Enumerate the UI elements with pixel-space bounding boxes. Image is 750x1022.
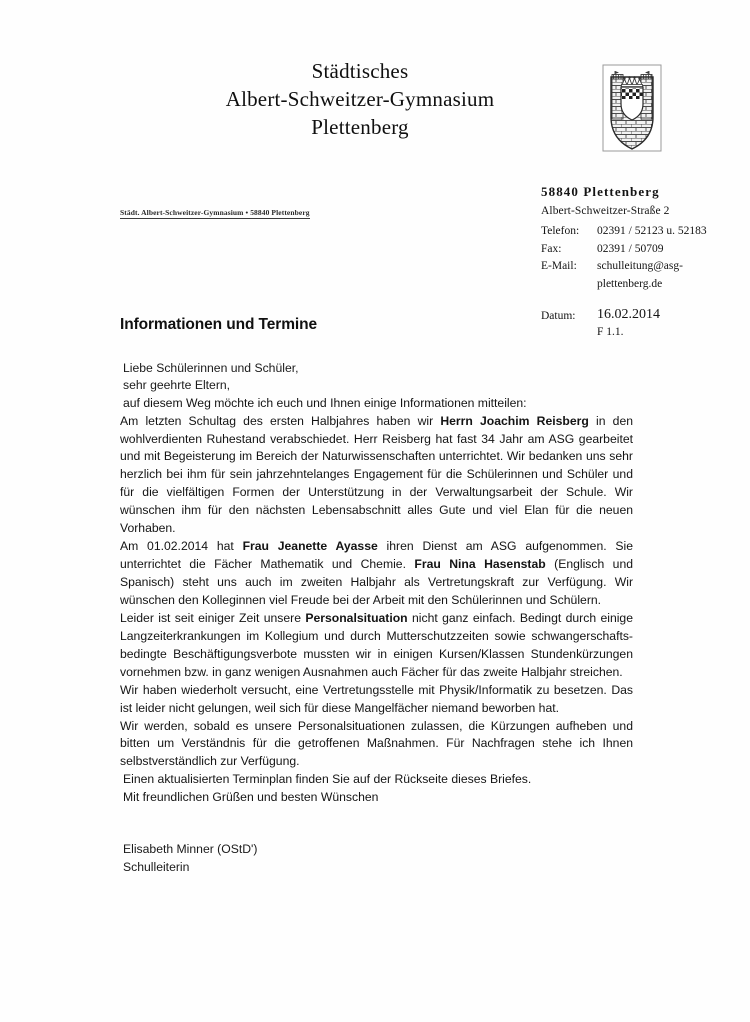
contact-email-row <box>541 258 741 293</box>
email-value-line-2: plettenberg.de <box>597 277 663 290</box>
paragraph-new-staff <box>120 538 633 610</box>
contact-street: Albert-Schweitzer-Straße 2 <box>541 204 670 217</box>
p3-term-highlight: Personalsituation <box>305 610 408 625</box>
salutation <box>120 360 633 395</box>
contact-city: 58840 Plettenberg <box>541 184 660 199</box>
paragraph-schedule-note: Einen aktualisierten Terminplan finden Sie auf der Rückseite dieses Briefes. <box>123 772 532 787</box>
p2-part-a: Am 01.02.2014 hat <box>120 539 243 554</box>
p1-part-a: Am letzten Schultag des ersten Halbjahres haben wir <box>120 413 441 428</box>
p1-part-c: in den wohlverdienten Ruhestand verabschiedet. Herr Reisberg hat fast 34 Jahr am ASG gearbeitet und mit Begeisterung im Bereich der Naturwissenschaften unterrichtet. Wir bedanken uns sehr herzlich bei ihm für sein jahrzehntelanges Engagement für die Schülerinnen und Schüler und für die vielfältigen Formen der Unterstützung in der Verwaltungsarbeit der Schule. Wir wünschen ihm für den nächsten Lebensabschnitt alles Gute und viel Elan für die neuen Vorhaben. <box>120 413 633 536</box>
p2-name-highlight-2: Frau Nina Hasenstab <box>414 557 546 572</box>
paragraph-staffing <box>120 610 633 682</box>
date-value: 16.02.2014 <box>597 307 660 323</box>
paragraph-outlook: Wir werden, sobald es unsere Personalsituationen zulassen, die Kürzungen aufheben und bitten um Verständnis für die getroffenen Maßnahmen. Für Nachfragen stehe ich Ihnen selbstverständlich zur Verfügung. <box>120 718 633 769</box>
email-value <box>597 258 741 293</box>
letter-body <box>120 316 633 876</box>
school-name-line-2: Albert-Schweitzer-Gymnasium <box>225 86 495 111</box>
fax-value: 02391 / 50709 <box>597 242 664 255</box>
contact-fax-row <box>541 241 741 258</box>
p2-part-c: ihren Dienst am ASG aufgenommen. Sie unterrichtet die Fächer Mathematik und Chemie. <box>120 539 634 572</box>
salutation-line-1: Liebe Schülerinnen und Schüler, <box>123 361 299 375</box>
salutation-line-2: sehr geehrte Eltern, <box>123 378 231 393</box>
signer-title: Schulleiterin <box>123 859 190 874</box>
paragraph-vacancy: Wir haben wiederholt versucht, eine Vertretungsstelle mit Physik/Informatik zu besetzen. Das ist leider nicht gelungen, weil sich für diese Mangelfächer niemand beworben hat. <box>120 682 633 715</box>
p3-part-a: Leider ist seit einiger Zeit unsere <box>120 610 306 625</box>
page-title: Informationen und Termine <box>120 316 317 333</box>
closing-line: Mit freundlichen Grüßen und besten Wünschen <box>123 790 379 805</box>
signature-block <box>120 841 633 876</box>
school-name <box>150 58 570 142</box>
coat-of-arms-icon <box>601 61 663 153</box>
school-name-line-3: Plettenberg <box>311 114 409 139</box>
p2-part-e: (Englisch und Spanisch) steht uns auch im zweiten Halbjahr als Vertretungskraft zur Verfügung. Wir wünschen den Kolleginnen viel Freude bei der Arbeit mit den Schülerinnen und Schülern. <box>120 557 634 607</box>
fax-label: Fax: <box>541 242 562 255</box>
school-name-line-1: Städtisches <box>311 59 409 83</box>
return-address: Städt. Albert-Schweitzer-Gymnasium • 58840 Plettenberg <box>120 208 310 217</box>
p1-name-highlight: Herrn Joachim Reisberg <box>440 413 589 428</box>
contact-phone-row <box>541 223 741 240</box>
date-label: Datum: <box>541 310 576 323</box>
email-value-line-1: schulleitung@asg- <box>597 260 683 273</box>
p2-name-highlight-1: Frau Jeanette Ayasse <box>242 539 378 554</box>
signer-name: Elisabeth Minner (OStD') <box>123 842 258 857</box>
phone-value: 02391 / 52123 u. 52183 <box>597 225 707 238</box>
file-reference: F 1.1. <box>597 325 624 338</box>
email-label: E-Mail: <box>541 260 577 273</box>
p3-part-c: nicht ganz einfach. Bedingt durch einige Langzeiterkrankungen im Kollegium und durch Mutterschutzzeiten sowie schwangerschafts-bedingte Beschäftigungsverbote mussten wir in einigen Kursen/Klassen Stundenkürzungen vornehmen bzw. in ganz wenigen Ausnahmen auch Fächer für das zweite Halbjahr streichen. <box>120 610 633 679</box>
phone-label: Telefon: <box>541 225 580 238</box>
paragraph-retirement <box>120 413 633 539</box>
intro-paragraph: auf diesem Weg möchte ich euch und Ihnen einige Informationen mitteilen: <box>123 395 527 410</box>
